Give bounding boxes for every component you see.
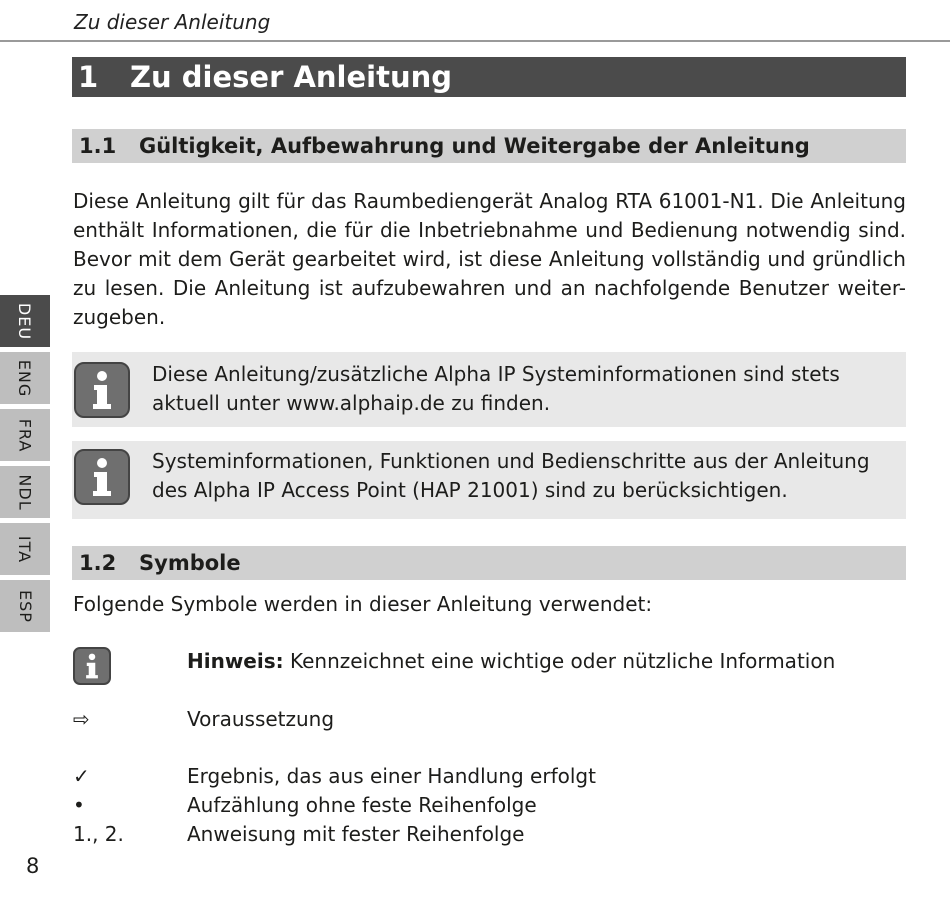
section-number: 1.1 xyxy=(79,134,117,158)
section-heading-1-2 xyxy=(72,546,906,580)
language-tab-fra[interactable] xyxy=(0,409,50,461)
info-icon xyxy=(73,647,111,685)
section-title: Symbole xyxy=(139,551,241,575)
language-tab-label: ITA xyxy=(15,535,35,563)
page-number: 8 xyxy=(26,854,40,878)
check-icon: ✓ xyxy=(73,764,90,788)
chapter-heading xyxy=(72,57,906,97)
chapter-title: Zu dieser Anleitung xyxy=(130,60,453,94)
info-icon xyxy=(74,449,130,505)
arrow-icon: ⇨ xyxy=(73,707,90,731)
symbol-label-bold: Hinweis: xyxy=(187,649,284,673)
language-tab-deu[interactable] xyxy=(0,295,50,347)
language-tab-label: FRA xyxy=(15,418,35,452)
section-number: 1.2 xyxy=(79,551,117,575)
symbol-description xyxy=(187,647,835,676)
chapter-number: 1 xyxy=(78,60,99,94)
header-rule xyxy=(0,40,950,42)
section-heading-1-1 xyxy=(72,129,906,163)
language-tab-eng[interactable] xyxy=(0,352,50,404)
language-tab-esp[interactable] xyxy=(0,580,50,632)
note-text: Systeminformationen, Funktionen und Bedienschritte aus der Anleitung des Alpha IP Access Point (HAP 21001) sind zu berücksichtigen. xyxy=(152,449,870,502)
step-number-mark: 1., 2. xyxy=(73,822,124,846)
section-title: Gültigkeit, Aufbewahrung und Weitergabe der Anleitung xyxy=(139,134,810,158)
symbol-text: Kennzeichnet eine wichtige oder nützliche Information xyxy=(283,649,836,673)
language-tab-label: DEU xyxy=(15,302,35,340)
section-1-1-paragraph: Diese Anleitung gilt für das Raumbediengerät Analog RTA 61001-N1. Die Anleitung enthält Informationen, die für die Inbetriebnahme und Bedienung notwendig sind. Bevor mit dem Gerät gearbeitet wird, ist diese Anleitung vollständig und gründlich zu lesen. Die Anleitung ist aufzubewahren und an nachfolgende Benutzer weiter-zugeben. xyxy=(73,189,906,329)
running-header: Zu dieser Anleitung xyxy=(74,10,271,34)
note-text: Diese Anleitung/zusätzliche Alpha IP Systeminformationen sind stets aktuell unter www.alphaip.de zu finden. xyxy=(152,362,840,415)
note-box xyxy=(72,441,906,519)
section-1-2-intro: Folgende Symbole werden in dieser Anleitung verwendet: xyxy=(73,592,653,616)
symbol-text: Aufzählung ohne feste Reihenfolge xyxy=(187,793,537,817)
info-icon xyxy=(74,362,130,418)
note-box xyxy=(72,352,906,427)
language-tab-label: ENG xyxy=(15,359,35,397)
symbol-text: Voraussetzung xyxy=(187,707,335,731)
language-tab-ita[interactable] xyxy=(0,523,50,575)
language-tab-label: NDL xyxy=(15,473,35,511)
symbol-text: Anweisung mit fester Reihenfolge xyxy=(187,822,525,846)
symbol-text: Ergebnis, das aus einer Handlung erfolgt xyxy=(187,764,596,788)
language-tab-label: ESP xyxy=(15,589,35,623)
language-tab-ndl[interactable] xyxy=(0,466,50,518)
bullet-icon: • xyxy=(73,793,85,817)
